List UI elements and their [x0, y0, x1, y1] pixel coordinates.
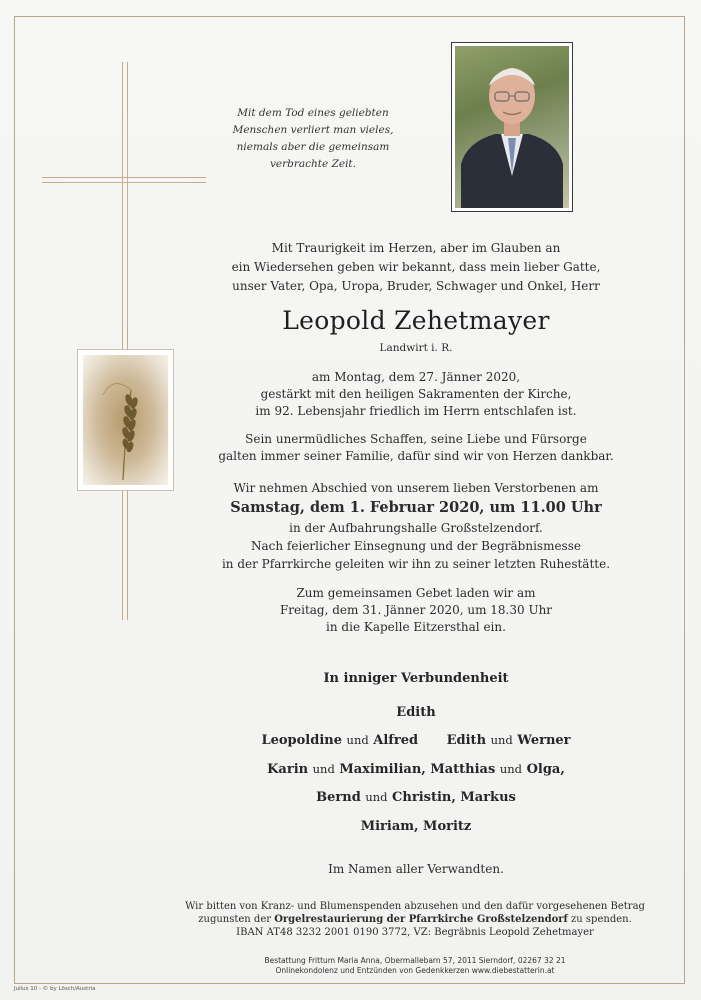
family-und: und — [365, 790, 388, 804]
family-member: Werner — [517, 733, 571, 748]
portrait-icon — [455, 46, 569, 208]
donation-purpose: Orgelrestaurierung der Pfarrkirche Großstelzendorf — [274, 914, 568, 925]
notice-line: zugunsten der Orgelrestaurierung der Pfarrkirche Großstelzendorf zu spenden. — [198, 914, 632, 925]
death-line: im 92. Lebensjahr friedlich im Herrn entschlafen ist. — [255, 404, 577, 418]
funeral-lead: Wir nehmen Abschied von unserem lieben Verstorbenen am — [233, 481, 599, 495]
intro-text — [200, 239, 632, 296]
memorial-quote — [208, 105, 418, 173]
family-member: Olga, — [526, 762, 565, 777]
notice-iban: IBAN AT48 3232 2001 0190 3772, VZ: Begräbnis Leopold Zehetmayer — [236, 927, 594, 938]
deceased-title: Landwirt i. R. — [379, 342, 453, 354]
notice-line: Wir bitten von Kranz- und Blumenspenden abzusehen und den dafür vorgesehenen Betrag — [185, 901, 645, 912]
print-credit: Julius 10 - © by Lösch/Austria — [14, 986, 96, 992]
family-heading: In inniger Verbundenheit — [323, 671, 509, 686]
tribute-text — [200, 431, 632, 465]
funeral-line: in der Pfarrkirche geleiten wir ihn zu seiner letzten Ruhestätte. — [221, 557, 611, 571]
family-line-3 — [200, 762, 632, 777]
family-member: Karin — [267, 762, 309, 777]
prayer-line: Freitag, dem 31. Jänner 2020, um 18.30 Uhr — [279, 603, 553, 617]
funeral-home-footer — [170, 956, 660, 976]
family-line-4 — [200, 790, 632, 805]
intro-line: Mit Traurigkeit im Herzen, aber im Glauben an — [271, 241, 561, 255]
family-member: Christin, Markus — [392, 790, 516, 805]
death-line: am Montag, dem 27. Jänner 2020, — [311, 370, 521, 384]
family-und: und — [499, 762, 523, 776]
funeral-line: Nach feierlicher Einsegnung und der Begräbnismesse — [251, 539, 581, 553]
footer-address: Bestattung Frittum Maria Anna, Obermallebarn 57, 2011 Sierndorf, 02267 32 21 — [264, 956, 566, 965]
family-member: Maximilian, Matthias — [339, 762, 496, 777]
family-und: und — [346, 733, 369, 747]
family-und: und — [312, 762, 335, 776]
funeral-line: in der Aufbahrungshalle Großstelzendorf. — [289, 521, 543, 535]
family-member: Edith — [446, 733, 487, 748]
cross-inner-line — [127, 115, 128, 325]
tribute-line: Sein unermüdliches Schaffen, seine Liebe und Fürsorge — [245, 432, 587, 446]
family-line-1: Edith — [396, 705, 436, 720]
quote-line: Mit dem Tod eines geliebten — [237, 107, 389, 119]
quote-line: Menschen verliert man vieles, — [232, 124, 394, 136]
prayer-line: in die Kapelle Eitzersthal ein. — [326, 620, 506, 634]
wheat-image — [77, 349, 174, 491]
family-line-5: Miriam, Moritz — [360, 819, 472, 834]
death-line: gestärkt mit den heiligen Sakramenten der Kirche, — [260, 387, 572, 401]
family-member: Leopoldine — [261, 733, 343, 748]
prayer-line: Zum gemeinsamen Gebet laden wir am — [296, 586, 536, 600]
funeral-date: Samstag, dem 1. Februar 2020, um 11.00 Uhr — [230, 499, 602, 516]
family-line-2 — [200, 733, 632, 748]
intro-line: ein Wiedersehen geben wir bekannt, dass mein lieber Gatte, — [231, 260, 601, 274]
family-member: Bernd — [316, 790, 361, 805]
tribute-line: galten immer seiner Familie, dafür sind wir von Herzen dankbar. — [218, 449, 614, 463]
quote-line: verbrachte Zeit. — [269, 158, 356, 170]
death-notice — [200, 369, 632, 420]
family-und: und — [490, 733, 513, 747]
donation-notice — [170, 900, 660, 939]
intro-line: unser Vater, Opa, Uropa, Bruder, Schwager und Onkel, Herr — [232, 279, 600, 293]
deceased-name: Leopold Zehetmayer — [282, 306, 550, 335]
cross-beam-inner — [60, 182, 190, 183]
quote-line: niemals aber die gemeinsam — [236, 141, 390, 153]
closing-line: Im Namen aller Verwandten. — [328, 862, 504, 876]
family-member: Alfred — [373, 733, 419, 748]
funeral-info — [200, 479, 632, 573]
footer-website: Onlinekondolenz und Entzünden von Gedenkkerzen www.diebestatterin.at — [275, 966, 555, 975]
wheat-ear-icon — [83, 355, 168, 485]
portrait-photo — [451, 42, 573, 212]
prayer-info — [200, 585, 632, 636]
